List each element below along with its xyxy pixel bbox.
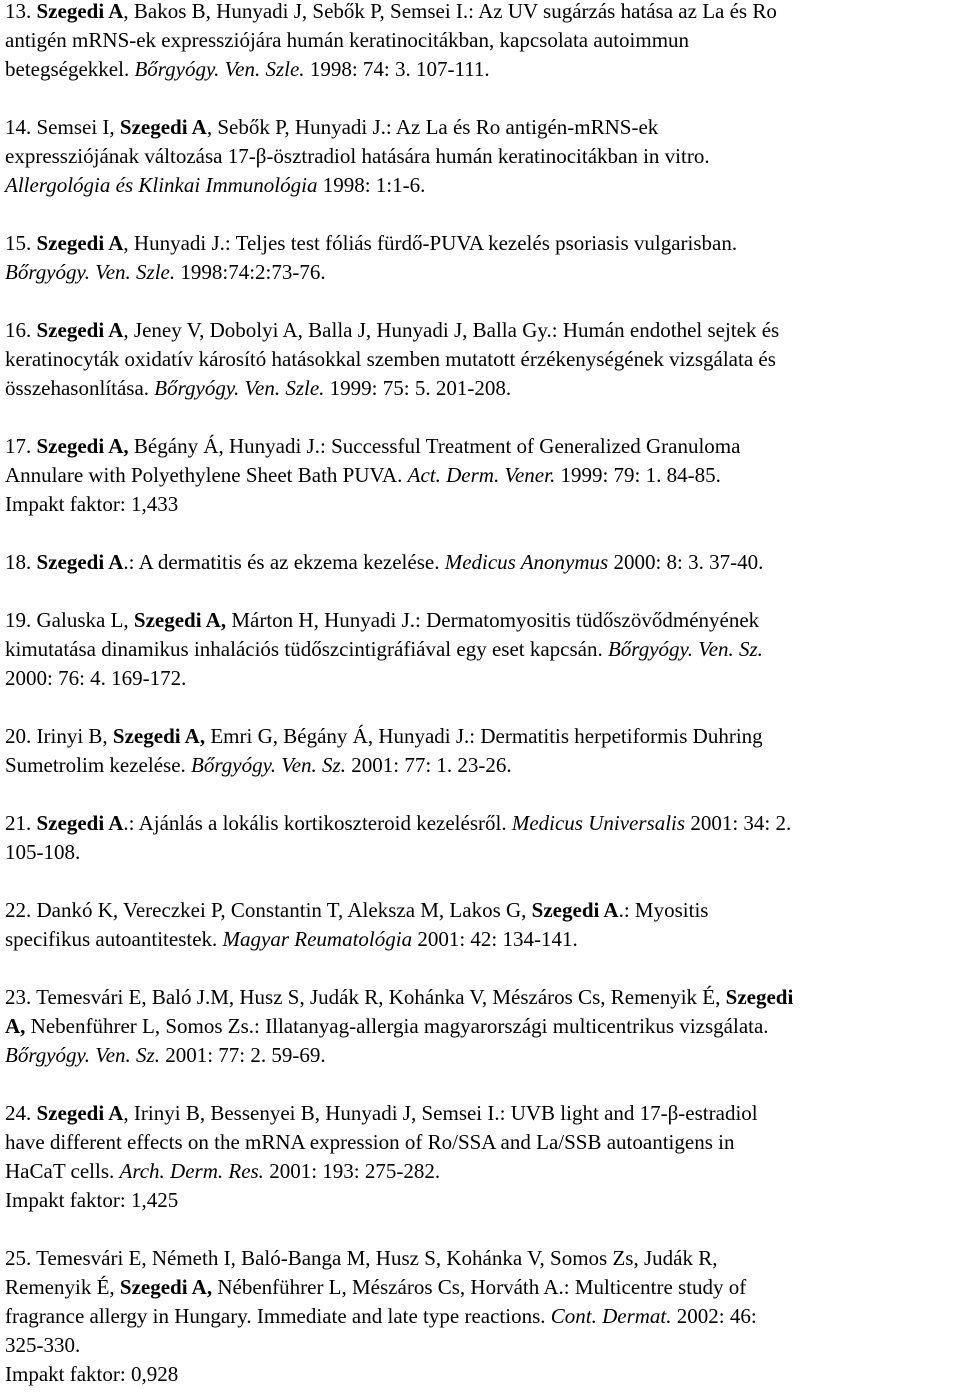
reference-line — [5, 461, 957, 490]
reference-text: 21. — [5, 811, 37, 835]
reference-text: 1998: 74: 3. 107-111. — [304, 57, 490, 81]
reference-line — [5, 1099, 957, 1128]
author-name-highlight: Szegedi A — [36, 550, 124, 574]
reference-line — [5, 113, 957, 142]
reference-text: Bégány Á, Hunyadi J.: Successful Treatment of Generalized Granuloma — [128, 434, 741, 458]
reference-text: 17. — [5, 434, 37, 458]
reference-text: Remenyik É, — [5, 1275, 120, 1299]
reference-entry — [5, 606, 957, 693]
reference-line — [5, 0, 957, 26]
journal-title: Bőrgyógy. Ven. Sz. — [5, 1043, 160, 1067]
reference-entry — [5, 432, 957, 519]
journal-title: Magyar Reumatológia — [222, 927, 413, 951]
journal-title: Cont. Dermat. — [550, 1304, 672, 1328]
reference-text: expressziójának változása 17-β-ösztradiol hatására humán keratinocitákban in vitro. — [5, 144, 710, 168]
reference-line — [5, 1273, 957, 1302]
reference-entry — [5, 1244, 957, 1389]
journal-title: Bőrgyógy. Ven. Sz. — [191, 753, 346, 777]
reference-text: Nébenführer L, Mészáros Cs, Horváth A.: Multicentre study of — [212, 1275, 747, 1299]
reference-text: 20. Irinyi B, — [5, 724, 113, 748]
reference-text: 2000: 8: 3. 37-40. — [608, 550, 764, 574]
author-name-highlight: Szegedi A — [36, 231, 124, 255]
journal-title: Arch. Derm. Res. — [119, 1159, 264, 1183]
author-name-highlight: Szegedi A — [36, 0, 124, 23]
reference-text: 105-108. — [5, 840, 81, 864]
author-name-highlight: A, — [5, 1014, 26, 1038]
author-name-highlight: Szegedi A, — [112, 724, 206, 748]
reference-text: 2001: 77: 2. 59-69. — [159, 1043, 326, 1067]
reference-text: fragrance allergy in Hungary. Immediate and late type reactions. — [5, 1304, 551, 1328]
reference-line — [5, 490, 957, 519]
reference-line — [5, 1157, 957, 1186]
reference-line — [5, 1302, 957, 1331]
reference-line — [5, 142, 957, 171]
reference-text: , Bakos B, Hunyadi J, Sebők P, Semsei I.: Az UV sugárzás hatása az La és Ro — [123, 0, 777, 23]
reference-text: kimutatása dinamikus inhalációs tüdőszcintigráfiával egy eset kapcsán. — [5, 637, 608, 661]
reference-text: 1998: 1:1-6. — [317, 173, 426, 197]
reference-entry — [5, 1099, 957, 1215]
journal-title: Medicus Universalis — [511, 811, 686, 835]
reference-line — [5, 664, 957, 693]
reference-text: Nebenführer L, Somos Zs.: Illatanyag-allergia magyarországi multicentrikus vizsgálata. — [25, 1014, 769, 1038]
reference-entry — [5, 548, 957, 577]
reference-text: 16. — [5, 318, 37, 342]
reference-text: 2001: 77: 1. 23-26. — [345, 753, 512, 777]
reference-text: , Jeney V, Dobolyi A, Balla J, Hunyadi J, Balla Gy.: Humán endothel sejtek és — [123, 318, 780, 342]
author-name-highlight: Szegedi A, — [119, 1275, 213, 1299]
reference-text: 325-330. — [5, 1333, 81, 1357]
reference-line — [5, 171, 957, 200]
reference-text: have different effects on the mRNA expression of Ro/SSA and La/SSB autoantigens in — [5, 1130, 735, 1154]
reference-line — [5, 1012, 957, 1041]
reference-text: Márton H, Hunyadi J.: Dermatomyositis tüdőszövődményének — [226, 608, 760, 632]
reference-entry — [5, 809, 957, 867]
reference-line — [5, 1041, 957, 1070]
reference-line — [5, 896, 957, 925]
reference-line — [5, 635, 957, 664]
reference-text: 2001: 34: 2. — [685, 811, 792, 835]
author-name-highlight: Szegedi A, — [36, 434, 129, 458]
reference-text: 1999: 79: 1. 84-85. — [555, 463, 721, 487]
reference-text: HaCaT cells. — [5, 1159, 120, 1183]
reference-text: 1998:74:2:73-76. — [175, 260, 326, 284]
reference-text: , Hunyadi J.: Teljes test fóliás fürdő-PUVA kezelés psoriasis vulgarisban. — [123, 231, 738, 255]
reference-text: 2001: 193: 275-282. — [263, 1159, 441, 1183]
reference-line — [5, 432, 957, 461]
reference-entry — [5, 896, 957, 954]
reference-text: 13. — [5, 0, 37, 23]
journal-title: Act. Derm. Vener. — [407, 463, 556, 487]
reference-text: 2001: 42: 134-141. — [412, 927, 578, 951]
reference-entry — [5, 316, 957, 403]
reference-text: Emri G, Bégány Á, Hunyadi J.: Dermatitis herpetiformis Duhring — [205, 724, 763, 748]
author-name-highlight: Szegedi — [725, 985, 794, 1009]
journal-title: Allergológia és Klinkai Immunológia — [5, 173, 318, 197]
reference-text: 15. — [5, 231, 37, 255]
reference-line — [5, 374, 957, 403]
reference-text: 23. Temesvári E, Baló J.M, Husz S, Judák R, Kohánka V, Mészáros Cs, Remenyik É, — [5, 985, 726, 1009]
reference-text: .: A dermatitis és az ekzema kezelése. — [123, 550, 445, 574]
reference-text: 22. Dankó K, Vereczkei P, Constantin T, Aleksza M, Lakos G, — [5, 898, 532, 922]
reference-text: , Sebők P, Hunyadi J.: Az La és Ro antigén-mRNS-ek — [206, 115, 659, 139]
reference-text: , Irinyi B, Bessenyei B, Hunyadi J, Semsei I.: UVB light and 17-β-estradiol — [123, 1101, 758, 1125]
reference-text: 14. Semsei I, — [5, 115, 120, 139]
reference-entry — [5, 0, 957, 84]
reference-line — [5, 838, 957, 867]
reference-entry — [5, 722, 957, 780]
reference-line — [5, 55, 957, 84]
reference-text: .: Myositis — [618, 898, 709, 922]
journal-title: Bőrgyógy. Ven. Sz. — [607, 637, 763, 661]
reference-text: 19. Galuska L, — [5, 608, 134, 632]
reference-line — [5, 606, 957, 635]
reference-text: Impakt faktor: 0,928 — [5, 1362, 179, 1386]
reference-line — [5, 548, 957, 577]
reference-line — [5, 751, 957, 780]
reference-line — [5, 983, 957, 1012]
author-name-highlight: Szegedi A — [531, 898, 619, 922]
reference-text: Impakt faktor: 1,425 — [5, 1188, 179, 1212]
author-name-highlight: Szegedi A — [36, 811, 124, 835]
reference-line — [5, 1331, 957, 1360]
reference-text: összehasonlítása. — [5, 376, 155, 400]
journal-title: Bőrgyógy. Ven. Szle. — [154, 376, 325, 400]
reference-text: 1999: 75: 5. 201-208. — [324, 376, 512, 400]
reference-line — [5, 1128, 957, 1157]
reference-line — [5, 1186, 957, 1215]
reference-line — [5, 1360, 957, 1389]
reference-text: 2000: 76: 4. 169-172. — [5, 666, 187, 690]
journal-title: Bőrgyógy. Ven. Szle. — [134, 57, 305, 81]
reference-line — [5, 722, 957, 751]
reference-text: specifikus autoantitestek. — [5, 927, 223, 951]
reference-line — [5, 229, 957, 258]
reference-text: Impakt faktor: 1,433 — [5, 492, 179, 516]
author-name-highlight: Szegedi A, — [133, 608, 227, 632]
reference-text: antigén mRNS-ek expressziójára humán keratinocitákban, kapcsolata autoimmun — [5, 28, 690, 52]
reference-line — [5, 345, 957, 374]
reference-text: betegségekkel. — [5, 57, 135, 81]
reference-text: Sumetrolim kezelése. — [5, 753, 192, 777]
reference-line — [5, 925, 957, 954]
reference-text: .: Ajánlás a lokális kortikoszteroid kezelésről. — [123, 811, 512, 835]
reference-entry — [5, 229, 957, 287]
journal-title: Bőrgyógy. Ven. Szle. — [5, 260, 176, 284]
reference-text: 18. — [5, 550, 37, 574]
reference-line — [5, 809, 957, 838]
reference-line — [5, 1244, 957, 1273]
publication-list — [5, 0, 957, 1389]
author-name-highlight: Szegedi A — [36, 318, 124, 342]
reference-line — [5, 316, 957, 345]
author-name-highlight: Szegedi A — [119, 115, 207, 139]
reference-text: 25. Temesvári E, Németh I, Baló-Banga M, Husz S, Kohánka V, Somos Zs, Judák R, — [5, 1246, 718, 1270]
reference-text: Annulare with Polyethylene Sheet Bath PUVA. — [5, 463, 408, 487]
journal-title: Medicus Anonymus — [444, 550, 609, 574]
reference-text: 2002: 46: — [671, 1304, 757, 1328]
author-name-highlight: Szegedi A — [36, 1101, 124, 1125]
reference-text: 24. — [5, 1101, 37, 1125]
reference-line — [5, 26, 957, 55]
reference-text: keratinocyták oxidatív károsító hatásokkal szemben mutatott érzékenységének vizsgálata és — [5, 347, 776, 371]
reference-entry — [5, 113, 957, 200]
reference-entry — [5, 983, 957, 1070]
reference-line — [5, 258, 957, 287]
